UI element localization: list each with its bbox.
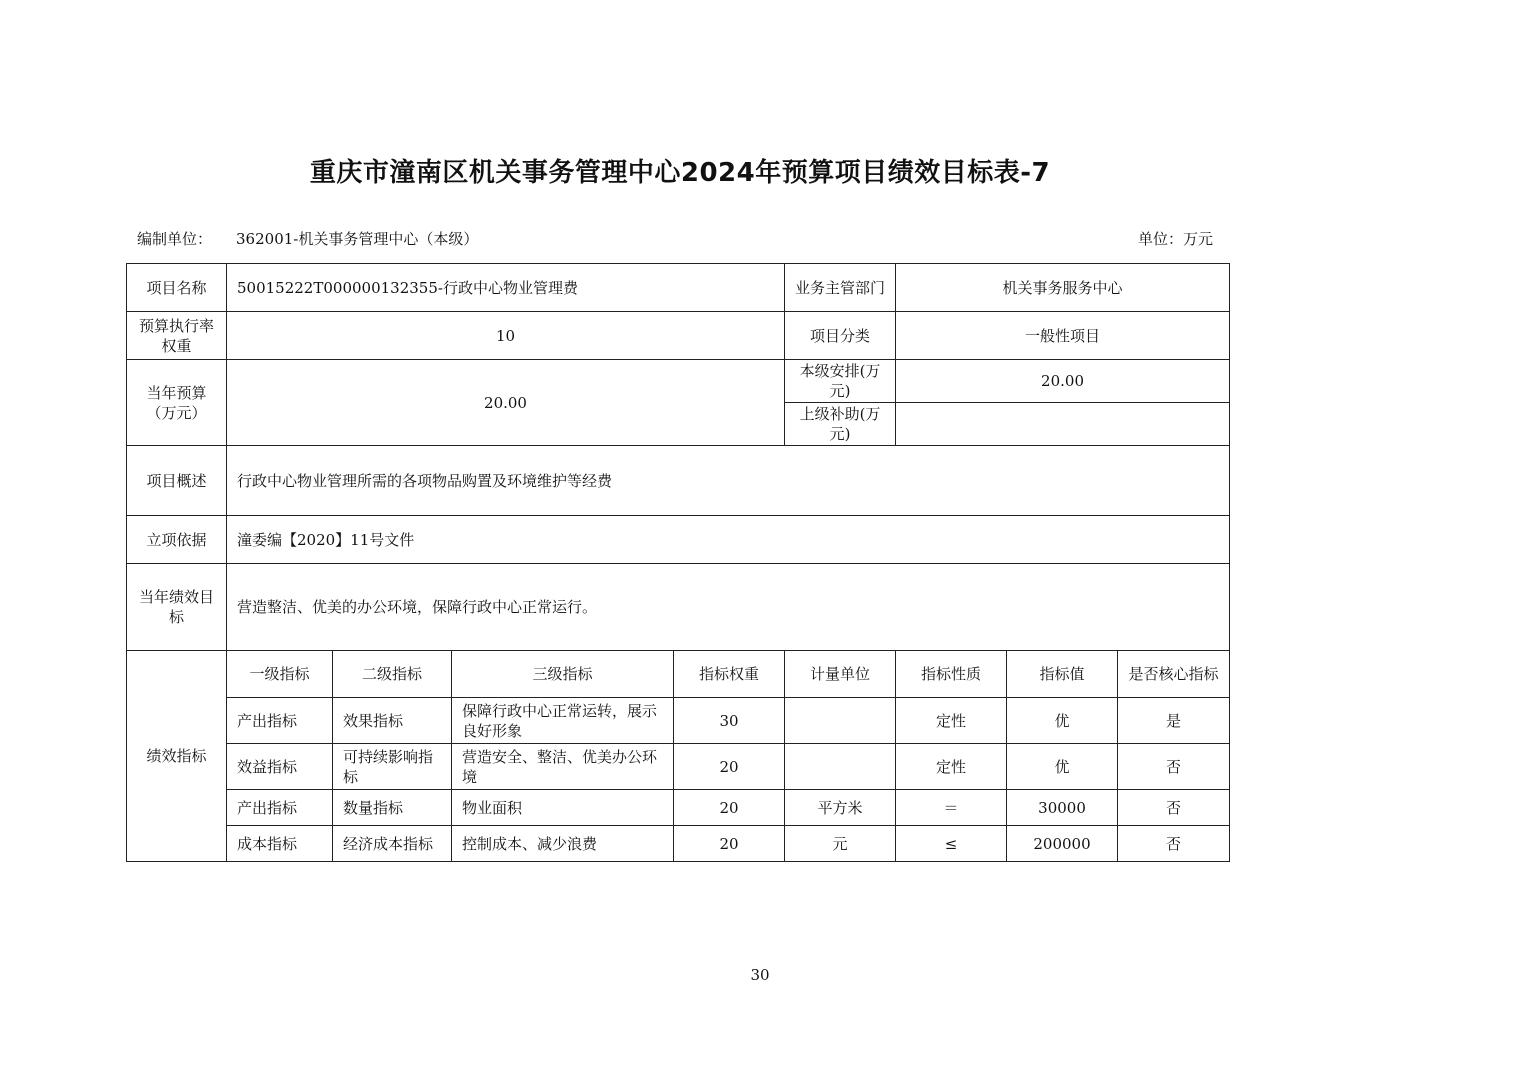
budget-label: 当年预算（万元） — [127, 360, 227, 446]
header-unit: 计量单位 — [785, 651, 896, 698]
header-level1: 一级指标 — [227, 651, 333, 698]
indicator-level2: 可持续影响指标 — [333, 744, 452, 790]
indicator-weight: 20 — [674, 790, 785, 826]
indicator-level1: 产出指标 — [227, 698, 333, 744]
indicator-value: 30000 — [1007, 790, 1118, 826]
row-goal — [127, 564, 1230, 651]
local-label: 本级安排(万元) — [785, 360, 896, 403]
project-name-label: 项目名称 — [127, 264, 227, 312]
indicator-level2: 经济成本指标 — [333, 826, 452, 862]
indicator-level2: 数量指标 — [333, 790, 452, 826]
indicator-level3: 控制成本、减少浪费 — [452, 826, 674, 862]
indicator-header-row — [127, 651, 1230, 698]
basis-label: 立项依据 — [127, 516, 227, 564]
indicators-section-label: 绩效指标 — [127, 651, 227, 862]
indicator-unit — [785, 744, 896, 790]
weight-label: 预算执行率权重 — [127, 312, 227, 360]
goal-value: 营造整洁、优美的办公环境，保障行政中心正常运行。 — [227, 564, 1230, 651]
indicator-core: 是 — [1118, 698, 1230, 744]
indicator-value: 优 — [1007, 698, 1118, 744]
indicator-nature: 定性 — [896, 744, 1007, 790]
indicator-core: 否 — [1118, 826, 1230, 862]
indicator-weight: 20 — [674, 826, 785, 862]
row-budget-local — [127, 360, 1230, 403]
row-project-name — [127, 264, 1230, 312]
org-label: 编制单位： — [137, 230, 213, 248]
table-row — [127, 790, 1230, 826]
local-value: 20.00 — [896, 360, 1230, 403]
indicator-core: 否 — [1118, 790, 1230, 826]
header-core: 是否核心指标 — [1118, 651, 1230, 698]
unit-label: 单位：万元 — [1138, 230, 1214, 248]
indicator-level3: 保障行政中心正常运转，展示良好形象 — [452, 698, 674, 744]
indicator-value: 优 — [1007, 744, 1118, 790]
indicator-unit — [785, 698, 896, 744]
page-number: 30 — [750, 966, 770, 984]
indicator-level3: 物业面积 — [452, 790, 674, 826]
indicator-weight: 20 — [674, 744, 785, 790]
indicator-core: 否 — [1118, 744, 1230, 790]
dept-value: 机关事务服务中心 — [896, 264, 1230, 312]
header-weight: 指标权重 — [674, 651, 785, 698]
table-row — [127, 698, 1230, 744]
category-value: 一般性项目 — [896, 312, 1230, 360]
indicator-nature: 定性 — [896, 698, 1007, 744]
indicator-level3: 营造安全、整洁、优美办公环境 — [452, 744, 674, 790]
row-summary — [127, 446, 1230, 516]
org-info — [137, 228, 478, 249]
indicator-level2: 效果指标 — [333, 698, 452, 744]
row-basis — [127, 516, 1230, 564]
goal-label: 当年绩效目标 — [127, 564, 227, 651]
indicator-weight: 30 — [674, 698, 785, 744]
performance-table — [126, 263, 1230, 862]
category-label: 项目分类 — [785, 312, 896, 360]
row-weight — [127, 312, 1230, 360]
page-title: 重庆市潼南区机关事务管理中心2024年预算项目绩效目标表-7 — [309, 158, 1051, 188]
org-value: 362001-机关事务管理中心（本级） — [236, 230, 479, 248]
dept-label: 业务主管部门 — [785, 264, 896, 312]
indicator-value: 200000 — [1007, 826, 1118, 862]
table-row — [127, 826, 1230, 862]
indicator-level1: 效益指标 — [227, 744, 333, 790]
indicator-nature: ≤ — [896, 826, 1007, 862]
upper-value — [896, 403, 1230, 446]
indicator-level1: 成本指标 — [227, 826, 333, 862]
indicator-unit: 元 — [785, 826, 896, 862]
header-value: 指标值 — [1007, 651, 1118, 698]
upper-label: 上级补助(万元) — [785, 403, 896, 446]
header-nature: 指标性质 — [896, 651, 1007, 698]
basis-value: 潼委编【2020】11号文件 — [227, 516, 1230, 564]
project-name-value: 50015222T000000132355-行政中心物业管理费 — [227, 264, 785, 312]
summary-value: 行政中心物业管理所需的各项物品购置及环境维护等经费 — [227, 446, 1230, 516]
table-row — [127, 744, 1230, 790]
indicator-level1: 产出指标 — [227, 790, 333, 826]
budget-value: 20.00 — [227, 360, 785, 446]
weight-value: 10 — [227, 312, 785, 360]
indicator-unit: 平方米 — [785, 790, 896, 826]
header-level2: 二级指标 — [333, 651, 452, 698]
indicator-nature: ＝ — [896, 790, 1007, 826]
header-level3: 三级指标 — [452, 651, 674, 698]
summary-label: 项目概述 — [127, 446, 227, 516]
